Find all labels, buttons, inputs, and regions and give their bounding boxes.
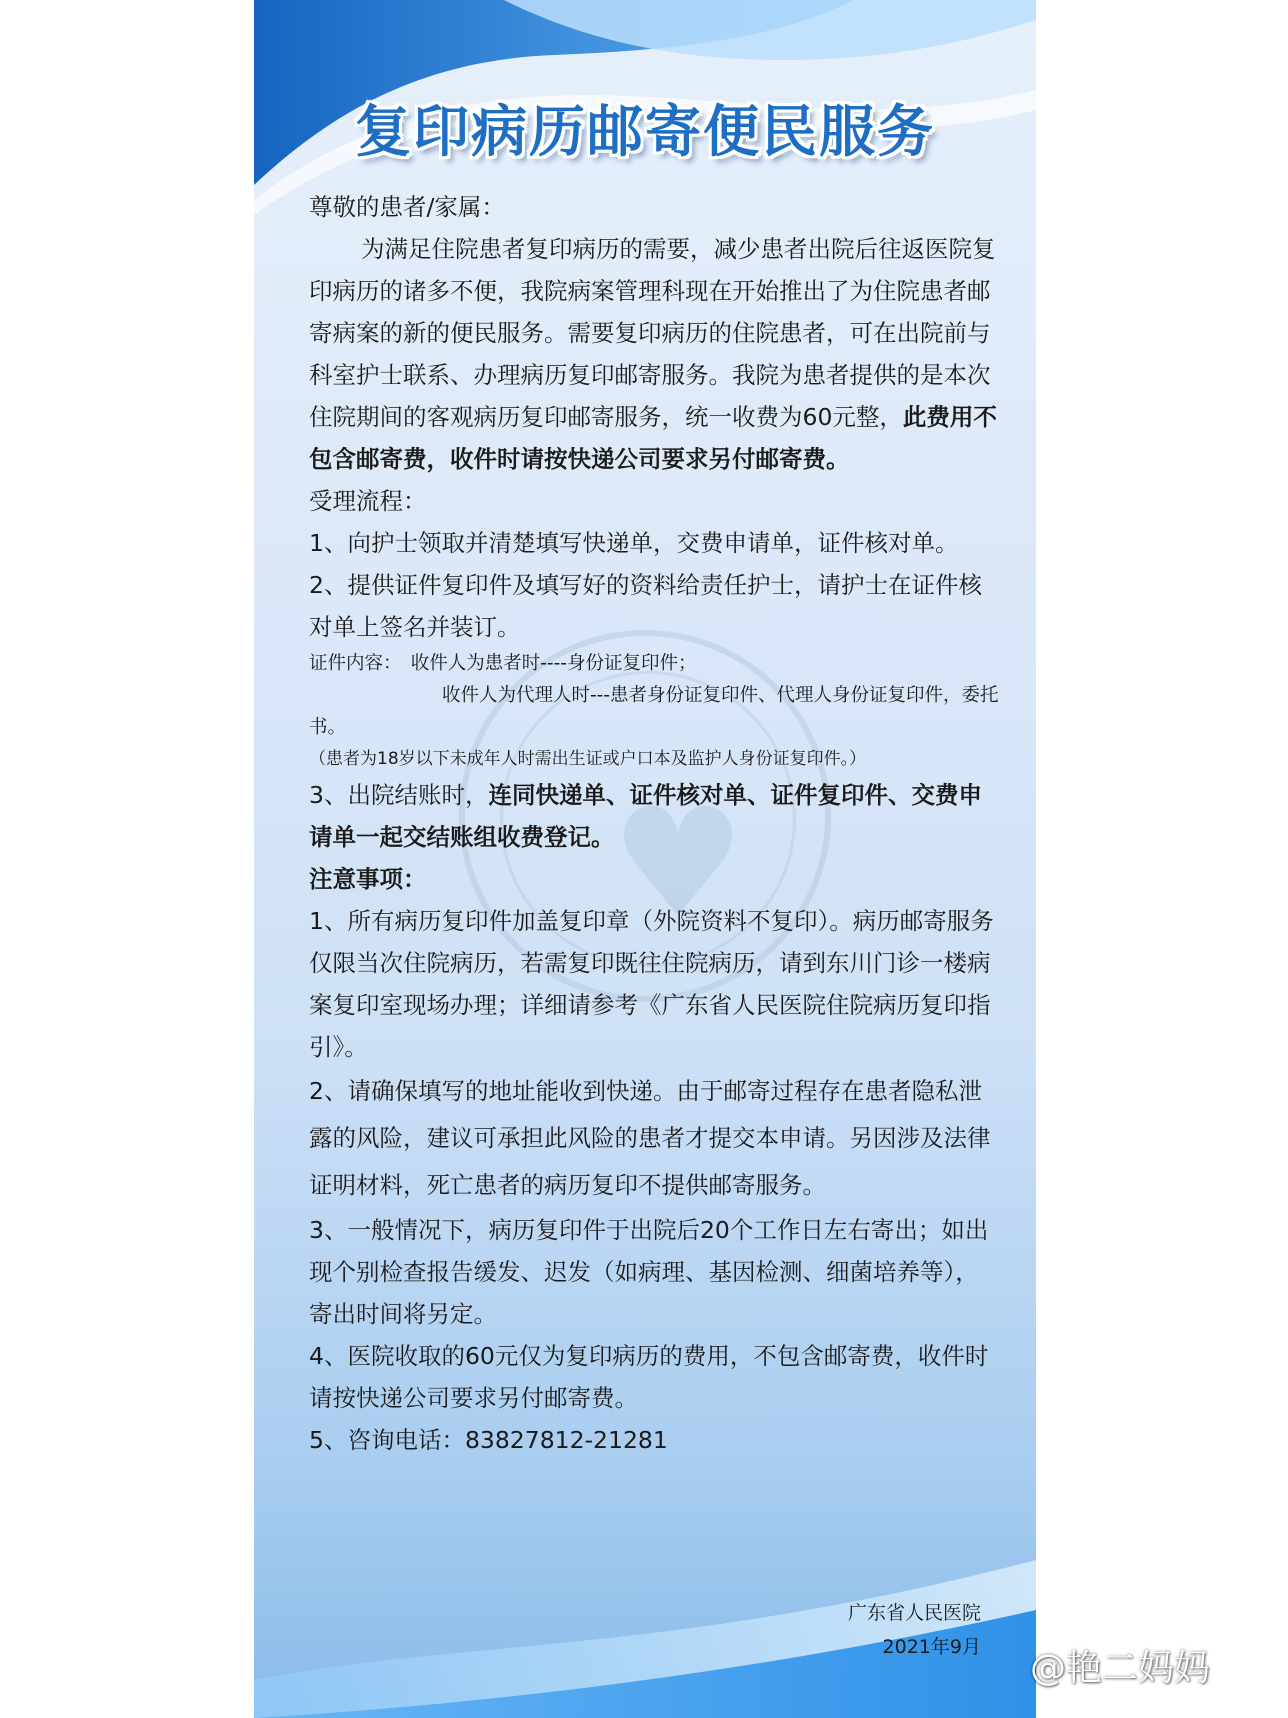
notice-body (309, 186, 999, 1461)
process-heading: 受理流程： (309, 487, 427, 515)
signature-block (848, 1596, 981, 1664)
process-step-3-bold: 连同快递单、证件核对单、证件复印件、交费申请单一起交结账组收费登记。 (309, 781, 982, 851)
signature-org: 广东省人民医院 (847, 1602, 981, 1624)
page-title: 复印病历邮寄便民服务 (355, 100, 935, 165)
note-5: 5、咨询电话：83827812-21281 (309, 1426, 668, 1454)
platform-watermark: @艳二妈妈 (1030, 1648, 1211, 1689)
heart-icon: ♥ (610, 777, 746, 951)
intro-paragraph (309, 228, 999, 480)
process-step-3 (309, 774, 999, 858)
process-step-2: 2、提供证件复印件及填写好的资料给责任护士，请护士在证件核对单上签名并装订。 (309, 571, 982, 641)
intro-text: 为满足住院患者复印病历的需要，减少患者出院后往返医院复印病历的诸多不便，我院病案管理科现在开始推出了为住院患者邮寄病案的新的便民服务。需要复印病历的住院患者，可在出院前与科室护士联系、办理病历复印邮寄服务。我院为患者提供的是本次住院期间的客观病历复印邮寄服务，统一收费为60元整， (309, 235, 996, 431)
process-step-3-prefix: 3、出院结账时， (309, 781, 489, 809)
note-3: 3、一般情况下，病历复印件于出院后20个工作日左右寄出；如出现个别检查报告缓发、迟发（如病理、基因检测、细菌培养等），寄出时间将另定。 (309, 1216, 989, 1328)
documents-note: （患者为18岁以下未成年人时需出生证或户口本及监护人身份证复印件。） (309, 749, 867, 769)
documents-line-1: 证件内容： 收件人为患者时----身份证复印件； (309, 653, 697, 674)
note-4: 4、医院收取的60元仅为复印病历的费用，不包含邮寄费，收件时请按快递公司要求另付邮寄费。 (309, 1342, 989, 1412)
note-1: 1、所有病历复印件加盖复印章（外院资料不复印）。病历邮寄服务仅限当次住院病历，若需复印既往住院病历，请到东川门诊一楼病案复印室现场办理；详细请参考《广东省人民医院住院病历复印指引》。 (309, 907, 994, 1061)
notes-heading: 注意事项： (309, 865, 427, 893)
process-step-1: 1、向护士领取并清楚填写快递单，交费申请单，证件核对单。 (309, 529, 959, 557)
poster (254, 0, 1036, 1718)
intro-bold-text: 此费用不包含邮寄费，收件时请按快递公司要求另付邮寄费。 (309, 403, 997, 473)
greeting: 尊敬的患者/家属： (309, 193, 505, 221)
signature-date: 2021年9月 (882, 1636, 981, 1658)
documents-line-2: 收件人为代理人时---患者身份证复印件、代理人身份证复印件，委托书。 (309, 685, 999, 738)
note-2: 2、请确保填写的地址能收到快递。由于邮寄过程存在患者隐私泄露的风险，建议可承担此风险的患者才提交本申请。另因涉及法律证明材料，死亡患者的病历复印不提供邮寄服务。 (309, 1077, 991, 1199)
